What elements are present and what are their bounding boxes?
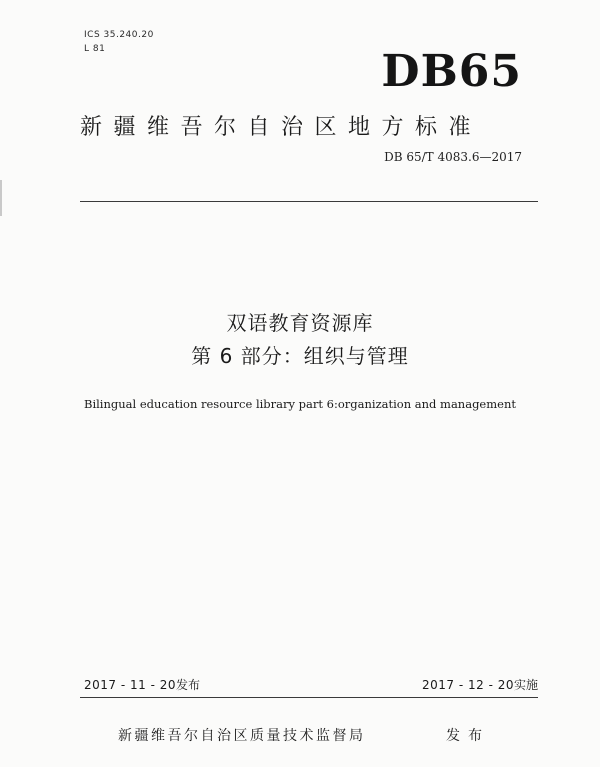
document-title-line1: 双语教育资源库 bbox=[226, 311, 374, 335]
footer-divider bbox=[80, 697, 538, 698]
publish-date bbox=[84, 676, 200, 693]
ccs-code: L 81 bbox=[84, 44, 106, 54]
header-divider bbox=[80, 201, 538, 202]
document-title-line2: 第 6 部分：组织与管理 bbox=[191, 344, 409, 368]
implement-date-label: 实施 bbox=[513, 678, 538, 692]
standard-badge: DB65 bbox=[381, 46, 522, 97]
standard-number: DB 65/T 4083.6—2017 bbox=[384, 150, 522, 164]
implement-date-value: 2017 - 12 - 20 bbox=[421, 678, 514, 692]
issuing-authority: 新疆维吾尔自治区质量技术监督局 bbox=[118, 728, 366, 744]
implement-date bbox=[422, 676, 538, 693]
ics-code: ICS 35.240.20 bbox=[84, 30, 154, 40]
document-title-english: Bilingual education resource library part 6:organization and management bbox=[84, 397, 516, 411]
scan-edge-mark bbox=[0, 180, 2, 216]
publish-date-value: 2017 - 11 - 20 bbox=[84, 678, 176, 692]
standard-category-title: 新疆维吾尔自治区地方标准 bbox=[80, 115, 483, 140]
issuing-action: 发布 bbox=[446, 728, 490, 744]
publish-date-label: 发布 bbox=[176, 678, 201, 692]
